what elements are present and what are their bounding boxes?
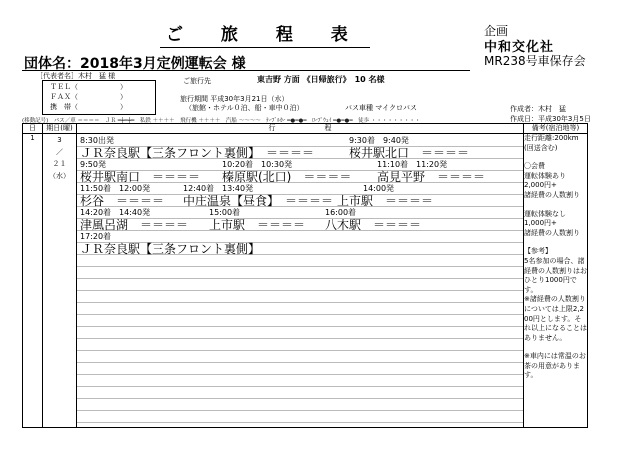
time: 9:30着 9:40発 bbox=[349, 136, 409, 145]
header-notes: 備考(宿泊地等) bbox=[524, 124, 588, 134]
time: 16:00着 bbox=[325, 208, 357, 217]
ruled-line bbox=[77, 410, 523, 411]
note-line: 諸経費の人数割り bbox=[524, 190, 580, 199]
ruled-line bbox=[77, 326, 523, 327]
header-day: 日 bbox=[23, 124, 43, 134]
ruled-line bbox=[77, 374, 523, 375]
ruled-line bbox=[77, 362, 523, 363]
day-number: 1 bbox=[23, 134, 43, 428]
segment: 桜井駅北口 ＝＝＝＝ bbox=[349, 146, 470, 160]
organizer-label: 企画 bbox=[484, 24, 509, 38]
note-line: 諸経費の人数割り bbox=[524, 228, 580, 237]
segment: 津風呂湖 ＝＝＝＝ bbox=[80, 218, 189, 232]
ruled-line bbox=[77, 266, 523, 267]
notes-cell bbox=[524, 134, 588, 428]
date-weekday: （水） bbox=[49, 172, 70, 180]
ruled-line bbox=[77, 314, 523, 315]
ruled-line bbox=[77, 338, 523, 339]
time: 9:50発 bbox=[80, 160, 106, 169]
destination-label: ご旅行先 bbox=[183, 77, 211, 85]
date-day: ２１ bbox=[52, 160, 67, 168]
header-itinerary: 行 程 bbox=[77, 124, 524, 134]
time: 10:20着 10:30発 bbox=[222, 160, 293, 169]
ruled-line bbox=[77, 290, 523, 291]
tel-field: ＴＥＬ（ ） bbox=[50, 83, 127, 91]
date-cell bbox=[43, 134, 77, 428]
itinerary-cell bbox=[77, 134, 524, 428]
ruled-line bbox=[77, 278, 523, 279]
itinerary-table bbox=[22, 123, 588, 428]
segment: 杉谷 ＝＝＝＝ bbox=[80, 194, 165, 208]
segment: 桜井駅南口 ＝＝＝＝ bbox=[80, 170, 201, 184]
time: 17:20着 bbox=[80, 232, 112, 241]
bus-type: バス車種 マイクロバス bbox=[345, 104, 417, 112]
time: 11:50着 12:00発 bbox=[80, 184, 151, 193]
transport-legend: (移動記号) バス／車 ＝＝＝＝ ＪＲ ━┿━┿━ 私鉄 ＋＋＋＋ 飛行機 ＋＋＋＋ 汽船 ～～～～ ｹｰﾌﾞﾙｶｰ ━●━●━ ﾛｰﾌﾟｳｪｲ ━●━●━ 徒歩 ・・・・・・・・・ bbox=[22, 118, 421, 124]
ruled-line bbox=[77, 302, 523, 303]
note-line bbox=[524, 238, 587, 247]
segment: ＪＲ奈良駅【三条フロント裏側】 bbox=[80, 242, 261, 256]
time: 12:40着 13:40発 bbox=[183, 184, 254, 193]
note-line: 〇会費 bbox=[524, 162, 545, 171]
destination: 東吉野 方面 《日帰旅行》 10 名様 bbox=[257, 75, 385, 84]
stay-info: （旅館・ホテル０泊、船・車中０泊） bbox=[185, 104, 304, 112]
ruled-line bbox=[77, 386, 523, 387]
fax-field: ＦＡＸ（ ） bbox=[50, 93, 127, 101]
ruled-line bbox=[77, 398, 523, 399]
organizer-club: MR238号車保存会 bbox=[484, 54, 586, 68]
created-date: 作成日：平成30年3月5日 bbox=[510, 115, 591, 123]
note-line: 【参考】 bbox=[524, 247, 552, 256]
note-line: 運転体験あり bbox=[524, 171, 566, 180]
author: 作成者：木村 猛 bbox=[510, 105, 566, 113]
mobile-field: 携 帯（ ） bbox=[50, 103, 127, 111]
segment: 上市駅 ＝＝＝＝ bbox=[209, 218, 306, 232]
note-line: ※諸経費の人数割りについては上限2,200円とします。それ以上になることはありません。 bbox=[524, 295, 587, 342]
segment: ＪＲ奈良駅【三条フロント裏側】 ＝＝＝＝ bbox=[80, 146, 315, 160]
date-month: 3 bbox=[57, 136, 62, 144]
organizer-logo: 中和交化社 bbox=[484, 40, 555, 55]
time: 14:20着 14:40発 bbox=[80, 208, 151, 217]
header-date: 期日(曜) bbox=[43, 124, 77, 134]
date-slash: ／ bbox=[56, 148, 63, 156]
group-name: 団体名：2018年3月定例運転会 様 bbox=[24, 56, 246, 72]
time: 14:00発 bbox=[363, 184, 395, 193]
note-line bbox=[524, 153, 587, 162]
note-line: 2,000円+ bbox=[524, 181, 557, 190]
page-title: ご 旅 程 表 bbox=[160, 20, 370, 48]
segment: 高見平野 ＝＝＝＝ bbox=[377, 170, 486, 184]
note-line: 運転体験なし bbox=[524, 209, 566, 218]
ruled-line bbox=[77, 422, 523, 423]
time: 15:00着 bbox=[209, 208, 241, 217]
segment: 中庄温泉【昼食】 ＝＝＝＝ bbox=[183, 194, 334, 208]
note-line bbox=[524, 343, 587, 352]
notes-list bbox=[524, 134, 587, 381]
note-line bbox=[524, 201, 587, 210]
note-line: (回送含む) bbox=[524, 143, 558, 152]
time: 11:10着 11:20発 bbox=[377, 160, 448, 169]
segment: 上市駅 ＝＝＝＝ bbox=[337, 194, 434, 208]
segment: 八木駅 ＝＝＝＝ bbox=[325, 218, 422, 232]
travel-period: 旅行期間 平成30年3月21日（水） bbox=[180, 95, 289, 103]
ruled-line bbox=[77, 350, 523, 351]
note-line: 1,000円+ bbox=[524, 219, 557, 228]
note-line: 5名参加の場合、諸経費の人数割りはおひとり1000円です。 bbox=[524, 256, 587, 294]
segment: 榛原駅(北口) ＝＝＝＝ bbox=[222, 170, 352, 184]
representative: ［代表者名］木村 猛 様 bbox=[36, 72, 116, 80]
note-line: 走行距離:200km bbox=[524, 134, 579, 142]
note-line: ※車内には常温のお茶の用意があります。 bbox=[524, 352, 586, 380]
time: 8:30出発 bbox=[80, 136, 114, 145]
